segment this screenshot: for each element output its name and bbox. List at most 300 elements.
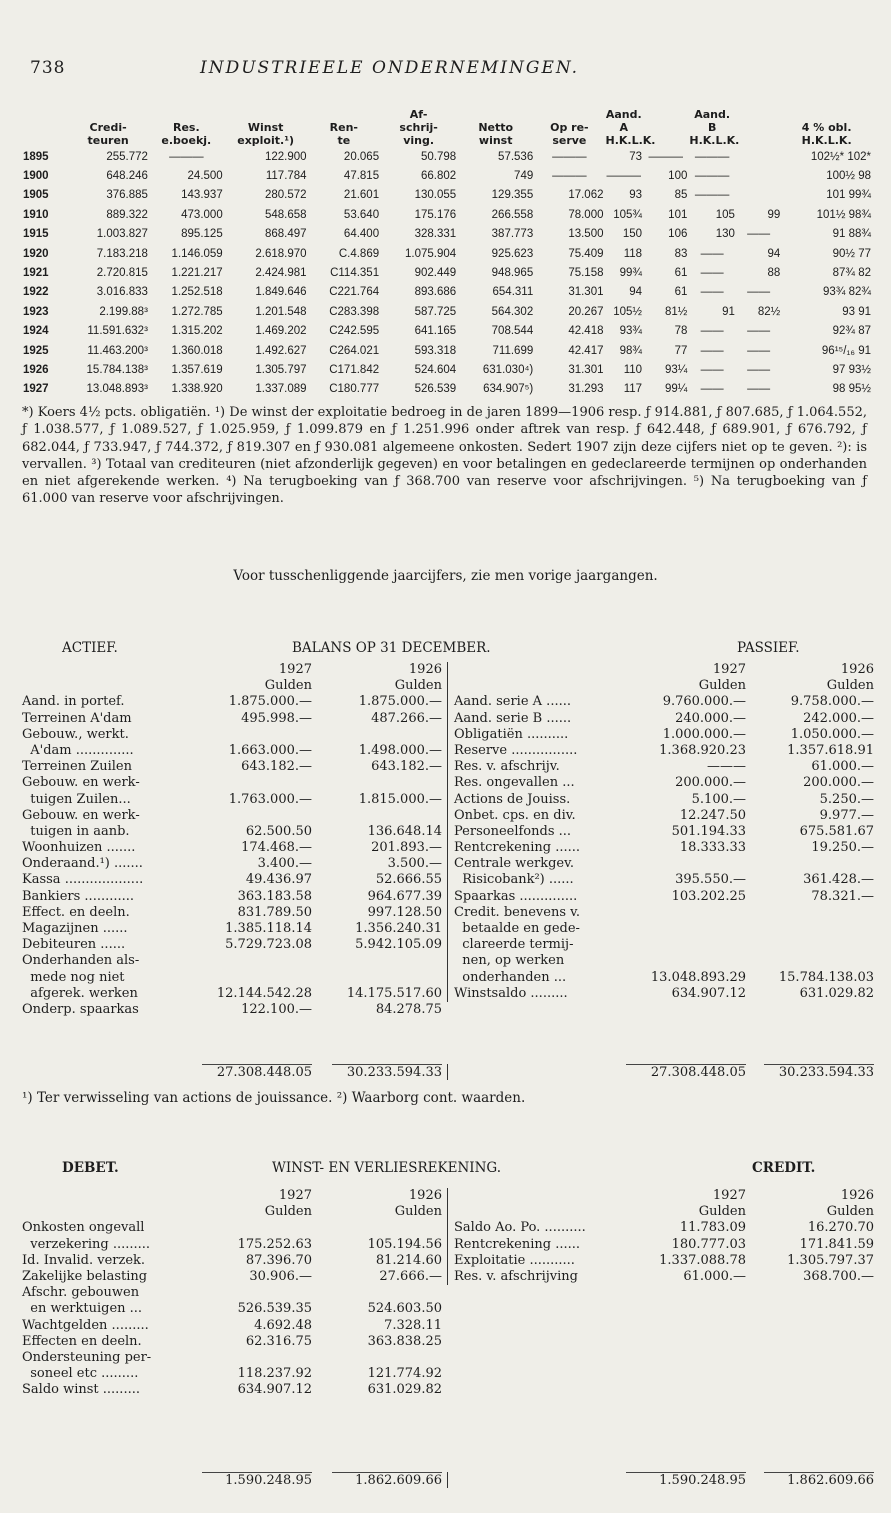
stat-year: 1923: [23, 305, 49, 318]
passief-value-1926: 1.050.000.—: [790, 726, 874, 742]
stat-column-header: Res. e.boekj.: [161, 121, 212, 147]
stat-cell: 42.418: [568, 325, 604, 338]
passief-title: PASSIEF.: [737, 640, 800, 656]
actief-line: [22, 808, 442, 824]
stat-cell: 66.802: [420, 170, 457, 183]
stat-cell: 1.338.920: [171, 383, 223, 396]
stat-cell: 925.623: [491, 247, 534, 260]
debet-line: [22, 1318, 442, 1334]
stat-cell: 105½: [613, 305, 643, 318]
stat-cell: 1.221.217: [171, 267, 223, 280]
stat-cell: 82½: [757, 305, 781, 318]
actief-line: [22, 937, 442, 953]
debet-label: en werktuigen ...: [22, 1301, 143, 1317]
stat-cell: 118: [623, 247, 643, 260]
stat-year: 1927: [23, 383, 49, 396]
passief-label: Personeelfonds ...: [454, 823, 572, 839]
stat-cell: 1.492.627: [255, 344, 307, 357]
stat-row: [22, 205, 872, 224]
stat-cell: ——: [747, 286, 771, 299]
stat-cell: 13.500: [568, 228, 604, 241]
passief-value-1927: 12.247.50: [679, 807, 746, 823]
stat-cell: 20.267: [568, 305, 604, 318]
actief-value-1926: 14.175.517.60: [346, 985, 442, 1001]
stat-column-header: Aand. B H.K.L.K.: [689, 108, 740, 147]
unit-label: Gulden: [698, 678, 746, 694]
debet-value-1927: 118.237.92: [237, 1366, 312, 1382]
total-row: [22, 1472, 442, 1488]
credit-column: [447, 1188, 874, 1285]
passief-value-1926: 242.000.—: [803, 710, 874, 726]
stat-cell: 895.125: [181, 228, 223, 241]
stat-cell: ——: [700, 363, 724, 376]
actief-line: [22, 840, 442, 856]
debet-totals: [22, 1472, 442, 1488]
passief-line: [454, 808, 874, 824]
passief-label: Rentcrekening ......: [454, 840, 580, 856]
stat-cell: 24.500: [187, 170, 223, 183]
stat-cell: 654.311: [492, 286, 534, 299]
stat-year: 1925: [23, 344, 49, 357]
stat-cell: 75.158: [568, 267, 604, 280]
actief-value-1927: 174.468.—: [241, 840, 312, 856]
debet-value-1926: 121.774.92: [367, 1366, 442, 1382]
passief-line: [454, 937, 874, 953]
stat-cell: 122.900: [265, 150, 307, 163]
stat-row: [22, 166, 872, 185]
stat-cell: 593.318: [414, 344, 457, 357]
stat-cell: 641.165: [414, 325, 457, 338]
actief-line: [22, 694, 442, 710]
passief-value-1926: 200.000.—: [803, 775, 874, 791]
passief-label: betaalde en gede-: [454, 921, 580, 936]
actief-value-1927: 5.729.723.08: [225, 937, 312, 953]
stat-cell: C171.842: [329, 363, 380, 376]
passief-label: Aand. serie A ......: [454, 694, 571, 710]
debet-value-1927: 4.692.48: [254, 1317, 312, 1333]
passief-label: Winstsaldo .........: [454, 985, 568, 1001]
statistics-header-row: [22, 108, 872, 147]
passief-value-1926: 9.977.—: [819, 807, 874, 823]
debet-line: [22, 1269, 442, 1285]
stat-cell: 87¾ 82: [832, 267, 871, 280]
stat-cell: ——: [747, 228, 771, 241]
stat-cell: 21.601: [343, 189, 380, 202]
actief-label: afgerek. werken: [22, 985, 138, 1001]
year-header: [454, 1188, 874, 1204]
actief-label: Debiteuren ......: [22, 937, 126, 953]
stat-cell: 117.784: [265, 170, 307, 183]
credit-value-1927: 11.783.09: [679, 1220, 746, 1236]
passief-line: [454, 759, 874, 775]
stat-cell: 97 93½: [832, 363, 871, 376]
page-number: 738: [30, 58, 66, 78]
passief-line: [454, 694, 874, 710]
stat-column-header: [22, 108, 67, 147]
stat-cell: 83: [674, 247, 688, 260]
stat-cell: ———: [694, 170, 730, 183]
passief-label: Credit. benevens v.: [454, 904, 581, 920]
actief-value-1927: 12.144.542.28: [216, 985, 312, 1001]
actief-line: [22, 970, 442, 986]
debet-total-1926: 1.862.609.66: [332, 1472, 442, 1489]
actief-label: Woonhuizen .......: [22, 840, 136, 856]
debet-value-1927: 62.316.75: [245, 1333, 312, 1349]
stat-cell: 93¾: [619, 325, 643, 338]
actief-value-1926: 52.666.55: [375, 872, 442, 888]
debet-label: Zakelijke belasting: [22, 1268, 148, 1284]
stat-column-header: Op re- serve: [550, 121, 589, 147]
passief-label: Obligatiën ..........: [454, 726, 569, 742]
actief-value-1927: 122.100.—: [241, 1001, 312, 1017]
stat-column-header: [736, 108, 781, 147]
stat-cell: 81½: [664, 305, 688, 318]
actief-totals: [22, 1064, 442, 1080]
credit-value-1927: 1.337.088.78: [659, 1252, 746, 1268]
credit-value-1926: 171.841.59: [799, 1236, 874, 1252]
debet-value-1927: 526.539.35: [237, 1301, 312, 1317]
stat-cell: 1.252.518: [171, 286, 223, 299]
stat-cell: 2.618.970: [255, 247, 307, 260]
actief-value-1927: 3.400.—: [257, 856, 312, 872]
credit-title: CREDIT.: [752, 1160, 816, 1176]
debet-label: Ondersteuning per-: [22, 1349, 152, 1365]
stat-cell: [736, 186, 781, 205]
actief-value-1926: 643.182.—: [371, 759, 442, 775]
actief-label: Gebouw. en werk-: [22, 807, 140, 823]
stat-cell: 93¼: [664, 363, 688, 376]
credit-label: Rentcrekening ......: [454, 1236, 580, 1252]
stat-column-header: Aand. A H.K.L.K.: [605, 108, 656, 147]
stat-cell: 1.146.059: [171, 247, 223, 260]
stat-row: [22, 147, 872, 166]
credit-line: [454, 1220, 874, 1236]
passief-line: [454, 986, 874, 1002]
passief-value-1926: 15.784.138.03: [778, 969, 874, 985]
stat-cell: 100½ 98: [826, 170, 871, 183]
actief-value-1926: 1.875.000.—: [358, 694, 442, 710]
actief-column: [22, 662, 442, 1018]
stat-cell: 893.686: [414, 286, 457, 299]
actief-label: Gebouw., werkt.: [22, 726, 129, 742]
stat-cell: 266.558: [491, 208, 534, 221]
stat-cell: 1.849.646: [255, 286, 307, 299]
actief-total-1926: 30.233.594.33: [332, 1064, 442, 1081]
stat-cell: 98 95½: [832, 383, 871, 396]
passief-label: clareerde termij-: [454, 937, 574, 953]
unit-header: [22, 1204, 442, 1220]
stat-cell: 93: [629, 189, 643, 202]
stat-cell: C114.351: [330, 267, 380, 280]
passief-line: [454, 889, 874, 905]
passief-line: [454, 840, 874, 856]
passief-value-1926: 1.357.618.91: [787, 742, 874, 758]
stat-cell: 42.417: [568, 344, 604, 357]
actief-line: [22, 872, 442, 888]
stat-cell: 376.885: [106, 189, 148, 202]
passief-value-1927: 200.000.—: [675, 775, 746, 791]
year-1927: 1927: [712, 662, 746, 677]
passief-value-1927: ———: [707, 759, 746, 775]
passief-label: Aand. serie B ......: [454, 710, 572, 726]
credit-value-1927: 61.000.—: [683, 1268, 746, 1284]
debet-value-1927: 87.396.70: [245, 1252, 312, 1268]
stat-cell: 7.183.218: [96, 247, 148, 260]
passief-value-1927: 9.760.000.—: [662, 694, 746, 710]
year-header: [22, 662, 442, 678]
passief-value-1926: 78.321.—: [811, 888, 874, 904]
actief-value-1926: 1.498.000.—: [358, 742, 442, 758]
stat-cell: 17.062: [568, 189, 604, 202]
stat-cell: 101: [668, 208, 688, 221]
stat-cell: 473.000: [181, 208, 223, 221]
credit-line: [454, 1237, 874, 1253]
page-header: [30, 58, 580, 78]
balance-footnote: ¹) Ter verwisseling van actions de jouissance. ²) Waarborg cont. waarden.: [22, 1090, 526, 1106]
stat-cell: 280.572: [265, 189, 307, 202]
credit-value-1927: 180.777.03: [671, 1236, 746, 1252]
credit-line: [454, 1253, 874, 1269]
debet-line: [22, 1334, 442, 1350]
stat-cell: 1.337.089: [255, 383, 307, 396]
stat-cell: ———: [606, 170, 642, 183]
passief-value-1926: 675.581.67: [799, 823, 874, 839]
stat-cell: [736, 166, 781, 185]
stat-cell: 526.539: [414, 383, 457, 396]
actief-line: [22, 792, 442, 808]
actief-value-1927: 363.183.58: [237, 888, 312, 904]
actief-value-1926: 84.278.75: [375, 1001, 442, 1017]
actief-label: tuigen in aanb.: [22, 823, 130, 839]
stat-cell: 129.355: [491, 189, 534, 202]
stat-year: 1926: [23, 363, 49, 376]
debet-line: [22, 1350, 442, 1366]
debet-title: DEBET.: [62, 1160, 119, 1176]
stat-cell: 15.784.138³: [86, 363, 148, 376]
passief-line: [454, 970, 874, 986]
stat-cell: 1.201.548: [255, 305, 307, 318]
actief-line: [22, 727, 442, 743]
passief-line: [454, 856, 874, 872]
credit-total-1926: 1.862.609.66: [764, 1472, 874, 1489]
debet-value-1926: 363.838.25: [367, 1333, 442, 1349]
debet-value-1926: 631.029.82: [367, 1382, 442, 1398]
page-title: INDUSTRIEELE ONDERNEMINGEN.: [200, 58, 580, 78]
stat-cell: ——: [700, 325, 724, 338]
credit-totals: [447, 1472, 874, 1488]
actief-line: [22, 889, 442, 905]
debet-line: [22, 1237, 442, 1253]
stat-cell: 2.720.815: [96, 267, 148, 280]
stat-cell: 100: [668, 170, 688, 183]
passief-line: [454, 824, 874, 840]
actief-value-1926: 487.266.—: [371, 710, 442, 726]
stat-cell: C180.777: [329, 383, 380, 396]
unit-label: Gulden: [264, 678, 312, 694]
passief-total-1926: 30.233.594.33: [764, 1064, 874, 1081]
stat-cell: 548.658: [265, 208, 307, 221]
stat-cell: 117: [623, 383, 643, 396]
stat-column-header: 4 % obl. H.K.L.K.: [801, 121, 852, 147]
total-row: [22, 1064, 442, 1080]
stat-cell: 93¾ 82¾: [823, 286, 871, 299]
stat-cell: 110: [623, 363, 643, 376]
debet-label: verzekering .........: [22, 1236, 151, 1252]
actief-value-1927: 495.998.—: [241, 710, 312, 726]
stat-cell: 96¹⁵/₁₆ 91: [821, 344, 871, 357]
stat-cell: 77: [674, 344, 688, 357]
actief-value-1926: 201.893.—: [371, 840, 442, 856]
stat-cell: 90½ 77: [832, 247, 871, 260]
stat-cell: 1.075.904: [405, 247, 457, 260]
stat-cell: ——: [700, 383, 724, 396]
actief-label: Magazijnen ......: [22, 921, 128, 936]
passief-line: [454, 711, 874, 727]
debet-line: [22, 1253, 442, 1269]
stat-cell: 1.272.785: [171, 305, 223, 318]
stat-cell: ———: [694, 150, 730, 163]
unit-header: [454, 678, 874, 694]
stat-cell: 88: [767, 267, 781, 280]
actief-label: Effect. en deeln.: [22, 904, 130, 920]
stat-year: 1895: [23, 150, 49, 163]
debet-value-1927: 175.252.63: [237, 1236, 312, 1252]
actief-line: [22, 824, 442, 840]
actief-value-1927: 1.663.000.—: [228, 742, 312, 758]
footnotes: [22, 404, 867, 508]
actief-value-1927: 831.789.50: [237, 904, 312, 920]
actief-value-1927: 49.436.97: [245, 872, 312, 888]
actief-label: Onderp. spaarkas: [22, 1001, 139, 1017]
actief-line: [22, 1002, 442, 1018]
passief-line: [454, 775, 874, 791]
credit-total-1927: 1.590.248.95: [626, 1472, 746, 1489]
passief-value-1927: 13.048.893.29: [650, 969, 746, 985]
stat-cell: ———: [552, 150, 587, 163]
stat-cell: 648.246: [106, 170, 148, 183]
passief-label: Actions de Jouiss.: [454, 791, 571, 807]
year-1927: 1927: [712, 1188, 746, 1203]
stat-year: 1921: [23, 267, 49, 280]
actief-value-1927: 1.385.118.14: [225, 921, 312, 936]
passief-label: Reserve ................: [454, 742, 578, 758]
stat-cell: ——: [747, 325, 771, 338]
stat-cell: C264.021: [329, 344, 380, 357]
stat-column-header: Winst exploit.¹): [237, 121, 295, 147]
credit-label: Saldo Ao. Po. ..........: [454, 1220, 586, 1236]
stat-cell: C221.764: [329, 286, 380, 299]
stat-cell: 99: [767, 208, 781, 221]
stat-cell: 105: [715, 208, 735, 221]
passief-value-1926: 361.428.—: [803, 872, 874, 888]
passief-line: [454, 905, 874, 921]
stat-cell: 94: [629, 286, 643, 299]
stat-cell: 948.965: [491, 267, 534, 280]
debet-line: [22, 1220, 442, 1236]
unit-label: Gulden: [826, 678, 874, 694]
stat-cell: 1.315.202: [171, 325, 223, 338]
actief-value-1926: 1.815.000.—: [358, 791, 442, 807]
stat-cell: 564.302: [491, 305, 534, 318]
unit-label: Gulden: [826, 1204, 874, 1220]
stat-cell: 634.907⁵): [483, 383, 534, 396]
stat-cell: 1.305.797: [255, 363, 307, 376]
stat-cell: 99¾: [619, 267, 643, 280]
stat-row: [22, 341, 872, 360]
stat-column-header: Af- schrij- ving.: [399, 108, 438, 147]
passief-line: [454, 727, 874, 743]
stat-cell: 94: [767, 247, 781, 260]
stat-cell: 902.449: [414, 267, 457, 280]
stat-cell: 91 88¾: [832, 228, 871, 241]
total-row: [454, 1472, 874, 1488]
actief-label: tuigen Zuilen...: [22, 791, 131, 807]
debet-line: [22, 1285, 442, 1301]
actief-value-1926: 5.942.105.09: [355, 937, 442, 953]
stat-cell: 93 91: [842, 305, 871, 318]
debet-label: soneel etc .........: [22, 1366, 139, 1382]
actief-title: ACTIEF.: [62, 640, 118, 656]
stat-cell: C283.398: [329, 305, 380, 318]
stat-cell: 105¾: [613, 208, 643, 221]
debet-line: [22, 1366, 442, 1382]
stat-cell: 868.497: [265, 228, 307, 241]
stat-cell: 130: [715, 228, 735, 241]
stat-year: 1910: [23, 208, 49, 221]
debet-value-1926: 7.328.11: [384, 1317, 442, 1333]
stat-cell: 61: [674, 286, 688, 299]
debet-value-1927: 634.907.12: [237, 1382, 312, 1398]
passief-line: [454, 921, 874, 937]
stat-cell: 85: [674, 189, 688, 202]
stat-row: [22, 360, 872, 379]
stat-cell: [736, 147, 781, 166]
passief-column: [447, 662, 874, 1002]
stat-cell: 1.469.202: [255, 325, 307, 338]
debet-column: [22, 1188, 442, 1398]
stat-cell: 2.424.981: [255, 267, 307, 280]
passief-value-1927: 240.000.—: [675, 710, 746, 726]
stat-cell: 53.640: [343, 208, 380, 221]
stat-cell: ———: [552, 170, 587, 183]
stat-cell: 708.544: [491, 325, 534, 338]
stat-cell: 2.199.88³: [99, 305, 148, 318]
passief-value-1926: 9.758.000.—: [790, 694, 874, 710]
debet-label: Id. Invalid. verzek.: [22, 1252, 146, 1268]
stat-row: [22, 225, 872, 244]
passief-value-1927: 5.100.—: [691, 791, 746, 807]
stat-cell: ——: [747, 363, 771, 376]
actief-label: mede nog niet: [22, 969, 125, 985]
debet-value-1926: 81.214.60: [375, 1252, 442, 1268]
stat-cell: 106: [668, 228, 688, 241]
actief-value-1926: 1.356.240.31: [355, 921, 442, 936]
passief-label: Spaarkas ..............: [454, 888, 578, 904]
actief-label: Onderhanden als-: [22, 953, 140, 969]
stat-cell: 75.409: [568, 247, 604, 260]
stat-cell: 1.003.827: [96, 228, 148, 241]
actief-line: [22, 921, 442, 937]
actief-line: [22, 986, 442, 1002]
stat-column-header: Ren- te: [329, 121, 358, 147]
passief-value-1927: 1.000.000.—: [662, 726, 746, 742]
stat-cell: 102½* 102*: [810, 150, 871, 163]
stat-year: 1924: [23, 325, 49, 338]
passief-line: [454, 792, 874, 808]
passief-value-1927: 18.333.33: [679, 840, 746, 856]
actief-line: [22, 711, 442, 727]
passief-value-1926: 631.029.82: [799, 985, 874, 1001]
